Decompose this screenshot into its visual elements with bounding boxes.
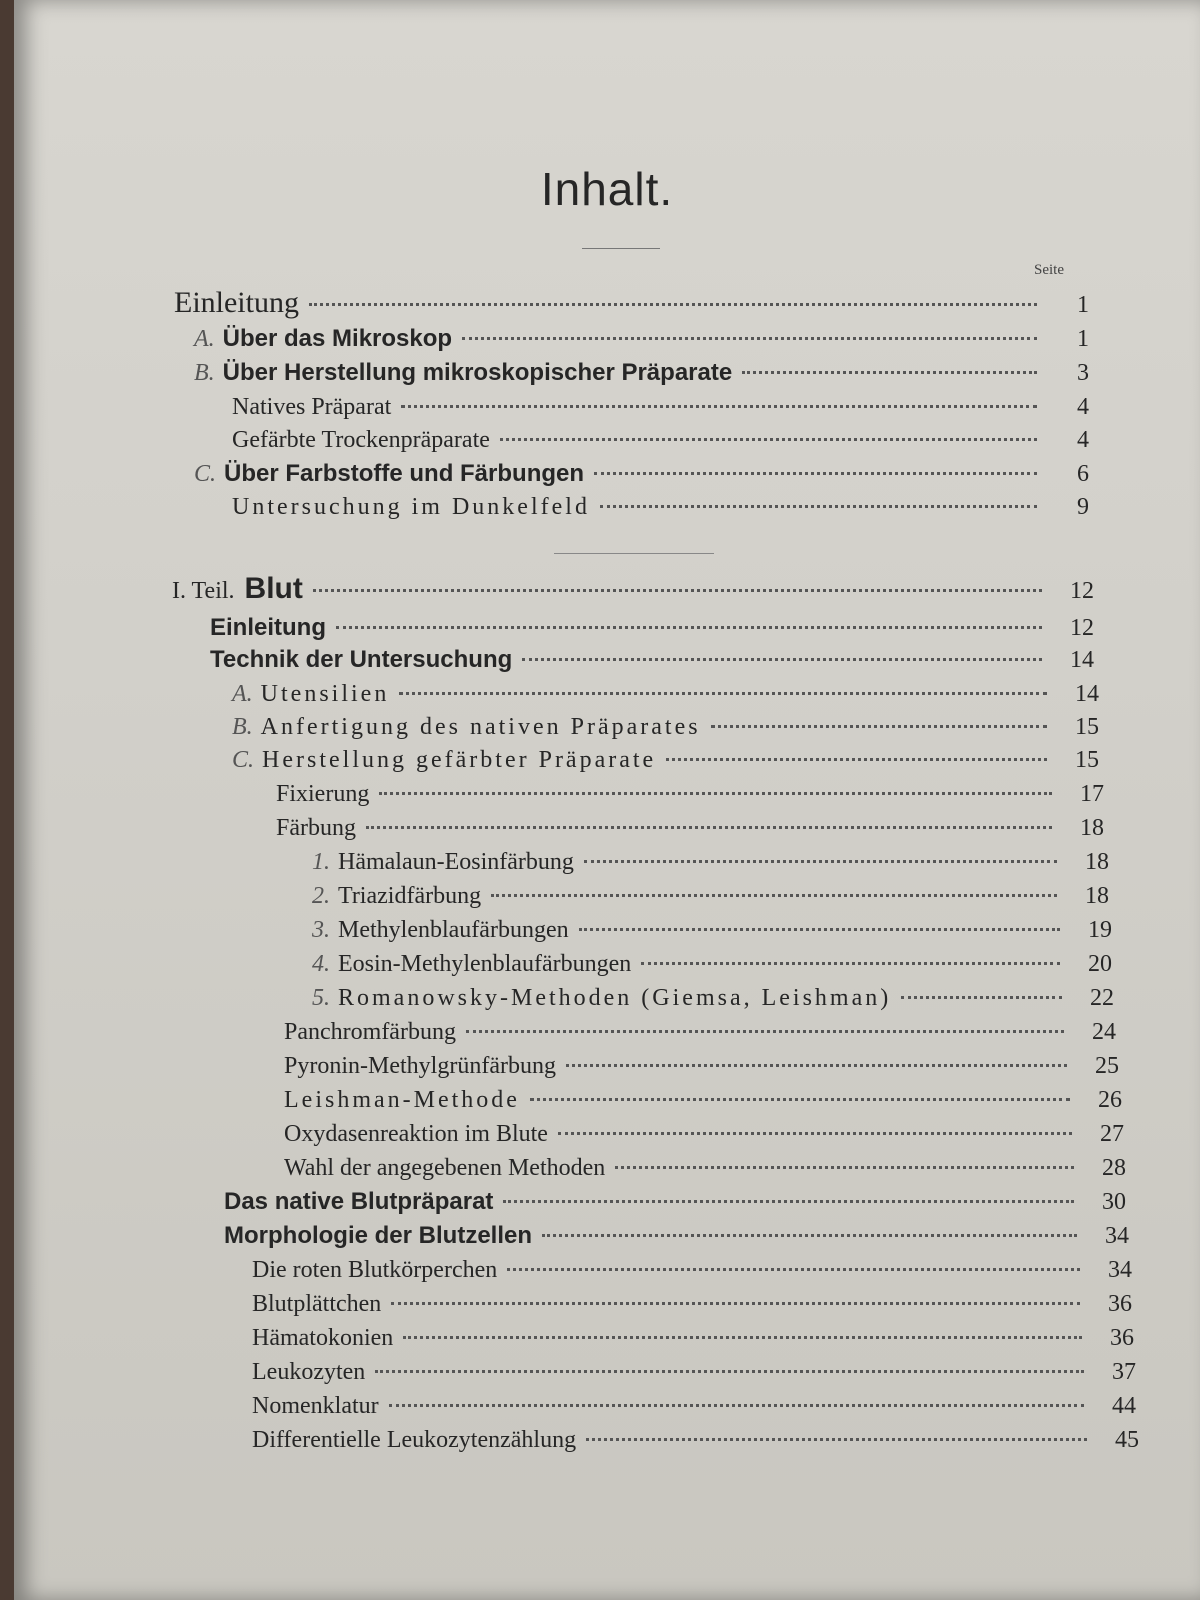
toc-entry [252, 1287, 1132, 1321]
dot-leader [615, 1166, 1074, 1169]
toc-entry-page-number: 34 [1108, 1257, 1132, 1283]
toc-entry-page-number: 18 [1085, 883, 1109, 909]
toc-entry [194, 322, 1089, 356]
dot-leader [641, 962, 1060, 965]
toc-entry [276, 811, 1104, 845]
dot-leader [399, 692, 1047, 695]
toc-entry-label: Hämatokonien [252, 1325, 394, 1351]
toc-entry [284, 1049, 1119, 1083]
toc-entry-label: Gefärbte Trockenpräparate [232, 427, 490, 453]
toc-entry-prefix: C. [194, 461, 217, 487]
dot-leader [711, 725, 1047, 728]
toc-entry-prefix: I. Teil. [172, 578, 235, 604]
dot-leader [530, 1098, 1070, 1101]
section-divider [554, 553, 714, 554]
toc-entry-page-number: 28 [1102, 1155, 1126, 1181]
toc-entry-page-number: 15 [1075, 747, 1099, 773]
toc-entry-label: Methylenblaufärbungen [338, 917, 569, 943]
toc-entry-label: Das native Blutpräparat [224, 1188, 494, 1215]
dot-leader [566, 1064, 1067, 1067]
toc-entry-prefix: 3. [312, 917, 330, 943]
toc-entry-page-number: 26 [1098, 1087, 1122, 1113]
dot-leader [375, 1370, 1084, 1373]
toc-entry-prefix: 1. [312, 849, 330, 875]
toc-entry-label: Morphologie der Blutzellen [224, 1222, 533, 1249]
dot-leader [522, 658, 1042, 661]
dot-leader [901, 996, 1062, 999]
toc-entry-label: Einleitung [174, 286, 299, 319]
toc-entry [312, 981, 1114, 1015]
toc-entry-prefix: C. [232, 747, 255, 773]
dot-leader [462, 337, 1037, 340]
toc-entry-label: Blut [244, 572, 303, 605]
toc-entry [210, 611, 1094, 645]
toc-entry-page-number: 1 [1077, 326, 1089, 352]
toc-entry-label: Panchromfärbung [284, 1019, 456, 1045]
toc-entry-label: Wahl der angegebenen Methoden [284, 1155, 606, 1181]
dot-leader [579, 928, 1060, 931]
toc-entry-prefix: A. [194, 326, 215, 352]
toc-entry-label: Einleitung [210, 614, 326, 641]
toc-entry-label: Eosin-Methylenblaufärbungen [338, 951, 632, 977]
toc-entry-page-number: 6 [1077, 461, 1089, 487]
dot-leader [403, 1336, 1082, 1339]
toc-entry [252, 1389, 1136, 1423]
toc-entry [224, 1219, 1129, 1253]
toc-entry-page-number: 44 [1112, 1393, 1136, 1419]
toc-entry [252, 1321, 1134, 1355]
toc-entry-label: Nomenklatur [252, 1393, 379, 1419]
toc-entry-page-number: 9 [1077, 494, 1089, 520]
toc-entry [232, 677, 1099, 711]
toc-entry-page-number: 22 [1090, 985, 1114, 1011]
toc-entry-label: Triazidfärbung [338, 883, 482, 909]
toc-entry-label: Natives Präparat [232, 394, 392, 420]
toc-entry-label: Hämalaun-Eosinfärbung [338, 849, 574, 875]
toc-entry [194, 457, 1089, 491]
dot-leader [742, 371, 1037, 374]
toc-entry-label: Untersuchung im Dunkelfeld [232, 494, 590, 520]
dot-leader [336, 626, 1042, 629]
toc-entry-prefix: B. [232, 714, 253, 740]
toc-entry [284, 1083, 1122, 1117]
dot-leader [503, 1200, 1074, 1203]
toc-entry [276, 777, 1104, 811]
dot-leader [558, 1132, 1072, 1135]
toc-entry-label: Leishman-Methode [284, 1087, 520, 1113]
toc-entry-page-number: 19 [1088, 917, 1112, 943]
toc-entry [194, 356, 1089, 390]
toc-entry-label: Über Herstellung mikroskopischer Präparate [222, 359, 733, 386]
toc-entry-label: Differentielle Leukozytenzählung [252, 1427, 577, 1453]
toc-entry [232, 490, 1089, 524]
toc-entry [210, 643, 1094, 677]
toc-entry [312, 845, 1109, 879]
toc-entry [312, 947, 1112, 981]
toc-entry [252, 1253, 1132, 1287]
toc-entry [284, 1151, 1126, 1185]
dot-leader [507, 1268, 1080, 1271]
toc-entry-page-number: 15 [1075, 714, 1099, 740]
toc-entry [232, 743, 1099, 777]
page-column-header: Seite [1034, 262, 1064, 278]
toc-entry-label: Anfertigung des nativen Präparates [260, 714, 701, 740]
toc-entry-page-number: 18 [1085, 849, 1109, 875]
dot-leader [542, 1234, 1077, 1237]
toc-entry-label: Herstellung gefärbter Präparate [262, 747, 657, 773]
toc-entry-page-number: 25 [1095, 1053, 1119, 1079]
toc-entry-label: Die roten Blutkörperchen [252, 1257, 498, 1283]
dot-leader [309, 303, 1037, 306]
toc-entry-page-number: 24 [1092, 1019, 1116, 1045]
toc-entry-label: Über das Mikroskop [222, 325, 453, 352]
toc-entry-label: Technik der Untersuchung [210, 646, 513, 673]
toc-entry-page-number: 4 [1077, 427, 1089, 453]
toc-entry-prefix: 5. [312, 985, 330, 1011]
toc-entry-label: Pyronin-Methylgrünfärbung [284, 1053, 556, 1079]
toc-entry [224, 1185, 1126, 1219]
dot-leader [594, 472, 1037, 475]
toc-entry-page-number: 20 [1088, 951, 1112, 977]
toc-entry-prefix: B. [194, 360, 215, 386]
toc-entry-page-number: 18 [1080, 815, 1104, 841]
toc-entry-label: Blutplättchen [252, 1291, 382, 1317]
toc-entry-label: Romanowsky-Methoden (Giemsa, Leishman) [338, 985, 892, 1011]
toc-entry-label: Fixierung [276, 781, 370, 807]
toc-entry [232, 423, 1089, 457]
dot-leader [391, 1302, 1080, 1305]
toc-entry [312, 913, 1112, 947]
dot-leader [491, 894, 1057, 897]
page-title: Inhalt. [540, 163, 674, 215]
toc-entry-prefix: 2. [312, 883, 330, 909]
toc-entry [232, 710, 1099, 744]
toc-entry-page-number: 14 [1070, 647, 1094, 673]
toc-entry-label: Utensilien [260, 681, 390, 707]
toc-entry-page-number: 12 [1070, 615, 1094, 641]
dot-leader [366, 826, 1052, 829]
toc-entry [284, 1117, 1124, 1151]
dot-leader [466, 1030, 1064, 1033]
toc-entry [172, 572, 1094, 606]
toc-entry-page-number: 27 [1100, 1121, 1124, 1147]
toc-entry-page-number: 36 [1110, 1325, 1134, 1351]
toc-entry-page-number: 34 [1105, 1223, 1129, 1249]
dot-leader [586, 1438, 1087, 1441]
book-page [14, 0, 1200, 1600]
dot-leader [379, 792, 1052, 795]
toc-entry [252, 1355, 1136, 1389]
dot-leader [389, 1404, 1084, 1407]
toc-entry [284, 1015, 1116, 1049]
dot-leader [401, 405, 1037, 408]
toc-entry [174, 286, 1089, 320]
toc-entry-page-number: 3 [1077, 360, 1089, 386]
dot-leader [313, 589, 1042, 592]
toc-entry-label: Leukozyten [252, 1359, 366, 1385]
toc-entry-page-number: 17 [1080, 781, 1104, 807]
toc-entry [232, 390, 1089, 424]
dot-leader [600, 505, 1037, 508]
toc-entry-label: Über Farbstoffe und Färbungen [224, 460, 585, 487]
toc-entry-page-number: 37 [1112, 1359, 1136, 1385]
dot-leader [666, 758, 1047, 761]
toc-entry-prefix: A. [232, 681, 253, 707]
dot-leader [500, 438, 1037, 441]
toc-entry-label: Oxydasenreaktion im Blute [284, 1121, 548, 1147]
toc-entry-page-number: 4 [1077, 394, 1089, 420]
toc-entry-page-number: 30 [1102, 1189, 1126, 1215]
toc-entry [312, 879, 1109, 913]
toc-entry-label: Färbung [276, 815, 356, 841]
toc-entry-page-number: 1 [1077, 292, 1089, 318]
toc-entry-page-number: 36 [1108, 1291, 1132, 1317]
title-divider [582, 248, 660, 249]
toc-entry-page-number: 45 [1115, 1427, 1139, 1453]
toc-entry-page-number: 14 [1075, 681, 1099, 707]
toc-entry-prefix: 4. [312, 951, 330, 977]
toc-entry-page-number: 12 [1070, 578, 1094, 604]
toc-entry [252, 1423, 1139, 1457]
dot-leader [584, 860, 1057, 863]
